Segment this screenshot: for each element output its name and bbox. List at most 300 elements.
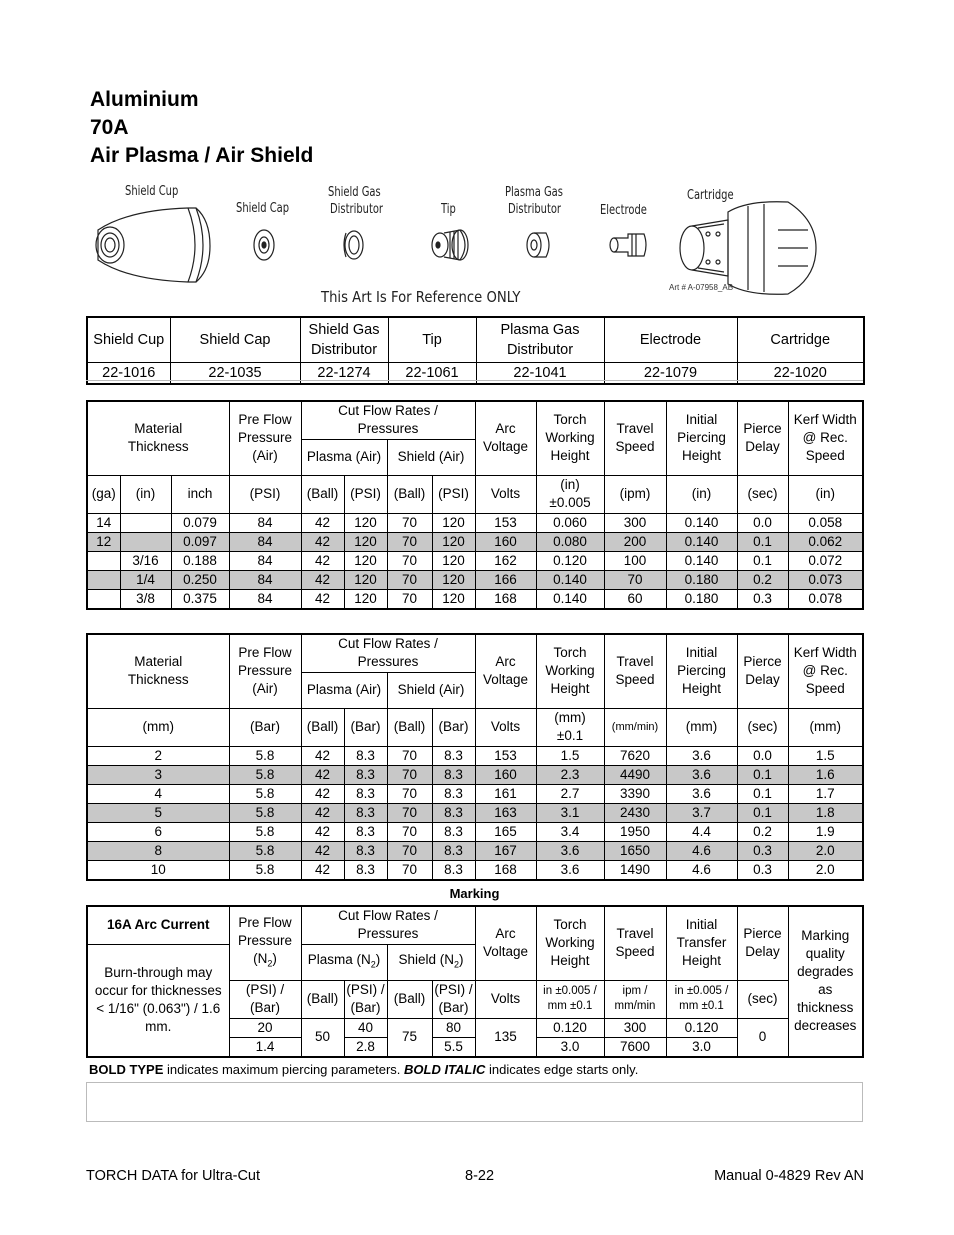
marking-quality-note: Marking quality degrades as thickness decreases [788,906,863,1057]
unit-cell: (in) [666,475,737,513]
table-cell: 1.8 [788,803,863,822]
title-process: Air Plasma / Air Shield [90,144,314,167]
part-number: 22-1079 [604,362,737,384]
table-cell: 84 [229,551,301,570]
table-cell: 4.6 [666,860,737,880]
table-cell: 166 [475,570,536,589]
table-cell: 70 [387,746,432,765]
parts-header: Cartridge [737,317,864,362]
table-cell: 5.8 [229,822,301,841]
table-cell: 3/8 [120,589,171,609]
title-material: Aluminium [90,88,199,111]
table-cell: 70 [387,513,432,532]
table-cell: 0.3 [737,589,788,609]
unit-cell: (mm/min) [604,708,666,746]
table-cell: 12 [87,532,120,551]
marking-plasma: Plasma $(N_2)$ [301,944,387,980]
head-plasma-air: Plasma (Air) [301,672,387,708]
table-cell: 42 [301,822,344,841]
head-initial-pierce: Initial Piercing Height [666,634,737,708]
head-cut-flow: Cut Flow Rates / Pressures [301,634,475,672]
page-title [90,86,313,170]
table-cell: 120 [432,551,475,570]
unit-cell: (in) [120,475,171,513]
table-cell: 161 [475,784,536,803]
table-cell: 3.6 [666,765,737,784]
table-cell: 120 [432,570,475,589]
table-cell: 100 [604,551,666,570]
unit-cell: (mm) ±0.1 [536,708,604,746]
table-cell: 42 [301,803,344,822]
marking-burn-note: Burn-through may occur for thicknesses < 1/16" (0.063") / 1.6 mm. [87,944,229,1057]
part-number: 22-1041 [476,362,604,384]
table-cell: 8.3 [344,784,387,803]
table-row [87,765,863,784]
table-cell: 0.079 [171,513,229,532]
head-kerf: Kerf Width @ Rec. Speed [788,634,863,708]
table-row [87,513,863,532]
unit-cell: (in) ±0.005 [536,475,604,513]
table-cell: 42 [301,784,344,803]
table-cell: 0.180 [666,570,737,589]
cartridge-drawing [680,202,816,295]
imperial-cut-table [86,400,864,610]
unit-cell: (sec) [737,708,788,746]
note-bold: BOLD TYPE [89,1062,164,1077]
table-cell: 5 [87,803,229,822]
unit-cell: (Bar) [229,708,301,746]
unit-cell: (Ball) [387,475,432,513]
head-torch-height: Torch Working Height [536,634,604,708]
table-cell: 3.6 [536,841,604,860]
table-cell: 167 [475,841,536,860]
unit-cell: (PSI) [229,475,301,513]
table-row [87,841,863,860]
art-label-electrode: Electrode [600,203,647,218]
parts-header: Shield Cap [170,317,300,362]
table-cell [87,589,120,609]
table-cell: 0.140 [536,589,604,609]
table-cell: 160 [475,765,536,784]
table-cell: 120 [344,551,387,570]
marking-value: 50 [301,1018,344,1057]
table-cell: 3.6 [666,746,737,765]
table-cell: 8.3 [344,822,387,841]
head-travel-speed: Travel Speed [604,634,666,708]
head-cut-flow: Cut Flow Rates / Pressures [301,401,475,439]
table-cell: 8.3 [344,841,387,860]
table-cell: 0.3 [737,860,788,880]
marking-unit: (PSI) / (Bar) [432,980,475,1018]
marking-value: 300 [604,1018,666,1037]
note-text-1: indicates maximum piercing parameters. [163,1062,404,1077]
parts-header: Plasma Gas Distributor [476,317,604,362]
marking-value: 3.0 [536,1037,604,1057]
marking-travel-speed: Travel Speed [604,906,666,980]
table-cell: 1.7 [788,784,863,803]
unit-cell: Volts [475,475,536,513]
marking-value: 3.0 [666,1037,737,1057]
table-cell: 42 [301,765,344,784]
table-cell: 70 [387,570,432,589]
table-cell: 8.3 [344,765,387,784]
unit-cell: (ga) [87,475,120,513]
table-cell: 0.1 [737,803,788,822]
marking-value: 75 [387,1018,432,1057]
footer-left: TORCH DATA for Ultra-Cut [86,1168,261,1184]
table-cell: 8.3 [432,841,475,860]
parts-header: Shield Cup [87,317,170,362]
unit-cell: inch [171,475,229,513]
table-cell: 0.062 [788,532,863,551]
art-label-plasma-gas-distributor: Distributor [508,202,562,217]
table-cell: 120 [432,513,475,532]
unit-cell: (Ball) [301,708,344,746]
marking-unit: (PSI) / (Bar) [344,980,387,1018]
marking-torch-height: Torch Working Height [536,906,604,980]
table-cell: 0.2 [737,570,788,589]
table-cell: 0.1 [737,551,788,570]
table-cell: 120 [344,513,387,532]
table-cell: 120 [344,589,387,609]
table-cell: 8 [87,841,229,860]
table-cell: 8.3 [344,803,387,822]
unit-cell: (mm) [788,708,863,746]
marking-value: 2.8 [344,1037,387,1057]
table-cell: 3.4 [536,822,604,841]
head-shield-air: Shield (Air) [387,672,475,708]
table-cell: 0.140 [666,513,737,532]
table-cell: 0.188 [171,551,229,570]
table-row [87,551,863,570]
table-row [87,860,863,880]
table-cell: 5.8 [229,841,301,860]
table-cell: 168 [475,589,536,609]
table-cell: 8.3 [432,860,475,880]
part-number: 22-1274 [300,362,388,384]
marking-transfer-height: Initial Transfer Height [666,906,737,980]
table-cell: 84 [229,570,301,589]
table-cell: 42 [301,589,344,609]
table-cell: 84 [229,589,301,609]
table-cell: 0.140 [536,570,604,589]
table-cell: 120 [432,532,475,551]
table-cell: 42 [301,860,344,880]
unit-cell: Volts [475,708,536,746]
table-cell: 168 [475,860,536,880]
marking-pierce-delay: Pierce Delay [737,906,788,980]
unit-cell: (ipm) [604,475,666,513]
head-shield-air: Shield (Air) [387,439,475,475]
art-label-shield-gas: Shield Gas [328,185,381,200]
marking-current: 16A Arc Current [87,906,229,944]
table-cell: 5.8 [229,784,301,803]
art-label-shield-cap: Shield Cap [236,201,290,216]
marking-unit: (Ball) [387,980,432,1018]
marking-arc-voltage: Arc Voltage [475,906,536,980]
shield-gas-distributor-drawing [344,231,363,259]
head-initial-pierce: Initial Piercing Height [666,401,737,475]
table-cell: 3/16 [120,551,171,570]
table-cell: 42 [301,551,344,570]
table-cell [120,513,171,532]
table-cell: 0.097 [171,532,229,551]
table-cell: 5.8 [229,746,301,765]
units-row [87,475,863,513]
table-cell: 8.3 [432,803,475,822]
divider [86,380,863,381]
table-cell: 0.3 [737,841,788,860]
table-cell: 60 [604,589,666,609]
table-cell: 84 [229,513,301,532]
art-number: Art # A-07958_AB [669,283,734,292]
head-kerf: Kerf Width @ Rec. Speed [788,401,863,475]
table-cell: 70 [387,822,432,841]
table-cell [120,532,171,551]
marking-pre-flow-label: Pre Flow Pressure [237,914,293,948]
marking-value: 1.4 [229,1037,301,1057]
table-cell: 5.8 [229,803,301,822]
table-cell: 0.080 [536,532,604,551]
head-material-thickness: Material Thickness [87,401,229,475]
unit-cell: (PSI) [432,475,475,513]
table-cell: 2 [87,746,229,765]
table-cell: 200 [604,532,666,551]
head-pre-flow: Pre Flow Pressure (Air) [229,634,301,708]
tip-drawing [432,230,468,260]
table-cell: 120 [344,532,387,551]
table-row [87,532,863,551]
table-cell: 0.0 [737,513,788,532]
parts-header: Shield Gas Distributor [300,317,388,362]
shield-cup-drawing [96,208,210,282]
unit-cell: (sec) [737,475,788,513]
part-number: 22-1061 [388,362,476,384]
table-cell: 0.140 [666,532,737,551]
note-bold-italic: BOLD ITALIC [404,1062,486,1077]
table-cell: 300 [604,513,666,532]
table-cell: 42 [301,841,344,860]
unit-cell: (Ball) [387,708,432,746]
marking-value: 0 [737,1018,788,1057]
table-cell: 4.4 [666,822,737,841]
table-cell: 0.120 [536,551,604,570]
table-cell: 120 [432,589,475,609]
title-current: 70A [90,116,129,139]
table-cell: 42 [301,570,344,589]
marking-value: 7600 [604,1037,666,1057]
part-number: 22-1020 [737,362,864,384]
table-cell: 0.1 [737,765,788,784]
table-cell: 2.7 [536,784,604,803]
table-cell: 2.0 [788,860,863,880]
table-cell: 3 [87,765,229,784]
art-label-cartridge: Cartridge [687,188,734,203]
head-travel-speed: Travel Speed [604,401,666,475]
unit-cell: (mm) [666,708,737,746]
metric-rows [87,746,863,880]
table-cell: 0.0 [737,746,788,765]
table-cell: 0.058 [788,513,863,532]
marking-value: 0.120 [666,1018,737,1037]
unit-cell: (Bar) [432,708,475,746]
table-cell: 6 [87,822,229,841]
marking-unit: ipm / mm/min [604,980,666,1018]
metric-cut-table [86,633,864,881]
table-cell: 160 [475,532,536,551]
head-pre-flow: Pre Flow Pressure (Air) [229,401,301,475]
marking-unit: Volts [475,980,536,1018]
table-cell: 10 [87,860,229,880]
table-cell: 70 [387,860,432,880]
parts-table [86,316,865,385]
marking-unit: in ±0.005 / mm ±0.1 [666,980,737,1018]
table-cell: 70 [387,551,432,570]
table-cell: 0.060 [536,513,604,532]
marking-pre-flow-gas: $(N_2)$ [253,950,277,969]
table-cell: 4.6 [666,841,737,860]
head-material-thickness: Material Thickness [87,634,229,708]
table-cell: 153 [475,746,536,765]
art-label-plasma-gas: Plasma Gas [505,185,563,200]
marking-cut-flow: Cut Flow Rates / Pressures [301,906,475,944]
marking-value: 20 [229,1018,301,1037]
table-cell: 3.6 [536,860,604,880]
table-row [87,822,863,841]
table-cell: 165 [475,822,536,841]
units-row [87,708,863,746]
reference-note: This Art Is For Reference ONLY [321,288,521,306]
table-cell: 1.5 [788,746,863,765]
plasma-gas-distributor-drawing [527,233,549,257]
table-cell: 0.180 [666,589,737,609]
head-arc-voltage: Arc Voltage [475,634,536,708]
table-cell: 5.8 [229,860,301,880]
table-cell: 42 [301,532,344,551]
marking-table [86,905,864,1058]
table-cell: 70 [387,589,432,609]
table-cell: 1.6 [788,765,863,784]
unit-cell: (in) [788,475,863,513]
table-cell: 8.3 [432,746,475,765]
imperial-rows [87,513,863,609]
table-cell: 70 [604,570,666,589]
table-cell: 4 [87,784,229,803]
table-cell: 163 [475,803,536,822]
table-cell: 70 [387,784,432,803]
table-cell: 42 [301,513,344,532]
notes-box [86,1082,863,1122]
marking-value: 40 [344,1018,387,1037]
table-cell: 3.1 [536,803,604,822]
table-cell: 0.073 [788,570,863,589]
marking-unit: (Ball) [301,980,344,1018]
table-cell [87,570,120,589]
table-cell: 153 [475,513,536,532]
table-cell: 0.2 [737,822,788,841]
table-cell: 0.250 [171,570,229,589]
shield-cap-drawing [254,230,274,260]
table-cell: 14 [87,513,120,532]
table-cell: 8.3 [432,822,475,841]
unit-cell: (Bar) [344,708,387,746]
marking-heading: Marking [449,886,500,901]
table-cell: 70 [387,803,432,822]
head-pierce-delay: Pierce Delay [737,401,788,475]
table-cell: 0.072 [788,551,863,570]
table-cell: 3390 [604,784,666,803]
table-cell: 1490 [604,860,666,880]
table-cell: 2430 [604,803,666,822]
table-cell: 1.5 [536,746,604,765]
table-cell: 70 [387,765,432,784]
art-label-shield-cup: Shield Cup [125,184,179,199]
marking-value: 5.5 [432,1037,475,1057]
part-number: 22-1016 [87,362,170,384]
unit-cell: (mm) [87,708,229,746]
marking-value: 135 [475,1018,536,1057]
table-cell: 70 [387,841,432,860]
note-text-2: indicates edge starts only. [485,1062,639,1077]
table-cell: 3.6 [666,784,737,803]
table-cell: 162 [475,551,536,570]
marking-value: 0.120 [536,1018,604,1037]
head-pierce-delay: Pierce Delay [737,634,788,708]
unit-cell: (PSI) [344,475,387,513]
art-label-shield-gas-distributor: Distributor [330,202,384,217]
table-cell: 1950 [604,822,666,841]
table-cell: 0.1 [737,784,788,803]
table-cell: 0.140 [666,551,737,570]
table-row [87,746,863,765]
table-cell: 0.078 [788,589,863,609]
table-cell: 1.9 [788,822,863,841]
legend-note [89,1062,638,1077]
table-cell: 3.7 [666,803,737,822]
electrode-drawing [610,234,646,256]
marking-shield: Shield $(N_2)$ [387,944,475,980]
table-cell: 2.3 [536,765,604,784]
table-cell: 120 [344,570,387,589]
part-number: 22-1035 [170,362,300,384]
footer-page-number: 8-22 [465,1168,495,1184]
marking-unit: (sec) [737,980,788,1018]
table-cell: 70 [387,532,432,551]
table-cell: 8.3 [432,765,475,784]
table-cell: 8.3 [432,784,475,803]
table-row [87,803,863,822]
parts-header: Electrode [604,317,737,362]
table-cell [87,551,120,570]
table-cell: 1/4 [120,570,171,589]
marking-pre-flow [229,906,301,980]
marking-unit: in ±0.005 / mm ±0.1 [536,980,604,1018]
table-cell: 0.375 [171,589,229,609]
table-cell: 8.3 [344,746,387,765]
table-row [87,589,863,609]
table-cell: 8.3 [344,860,387,880]
marking-value: 80 [432,1018,475,1037]
table-cell: 4490 [604,765,666,784]
table-cell: 7620 [604,746,666,765]
parts-header: Tip [388,317,476,362]
footer-right: Manual 0-4829 Rev AN [714,1168,864,1184]
unit-cell: (Ball) [301,475,344,513]
table-cell: 84 [229,532,301,551]
marking-unit: (PSI) / (Bar) [229,980,301,1018]
table-cell: 0.1 [737,532,788,551]
art-label-tip: Tip [441,202,456,217]
